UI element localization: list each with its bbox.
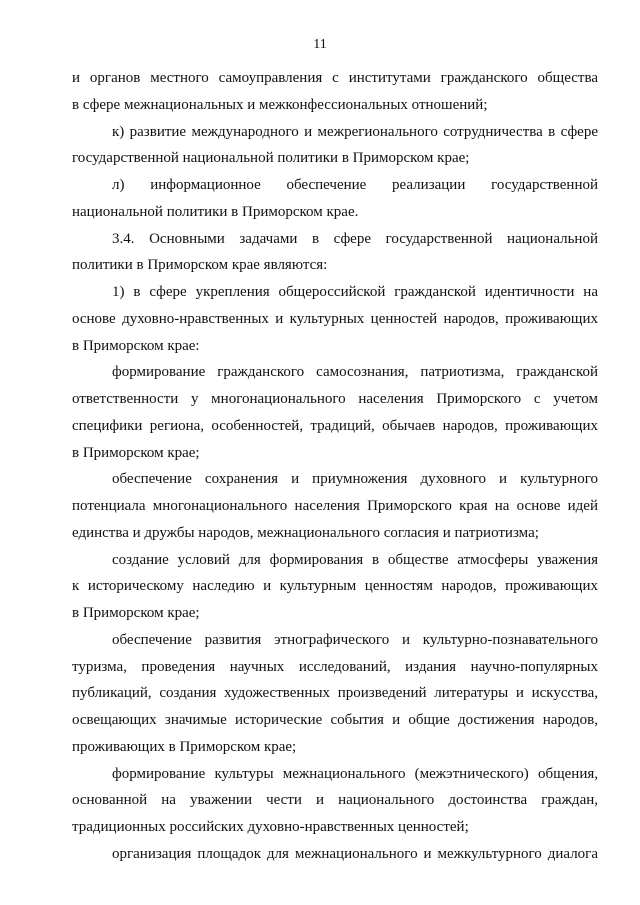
paragraph-cultural-potential <box>72 466 598 546</box>
text-line: и органов местного самоуправления с институтами гражданского общества <box>72 70 598 86</box>
text-line: л) информационное обеспечение реализации государственной <box>112 177 598 193</box>
text-line: основанной на уважении чести и национального достоинства граждан, <box>72 792 598 809</box>
text-line: освещающих значимые исторические события и общие достижения народов, <box>72 712 598 728</box>
paragraph-item-k <box>72 119 598 173</box>
text-line: 1) в сфере укрепления общероссийской гражданской идентичности на <box>112 284 598 300</box>
text-line: потенциала многонационального населения Приморского края на основе идей <box>72 498 598 514</box>
text-line: к историческому наследию и культурным ценностям народов, проживающих <box>72 578 598 595</box>
text-line: формирование гражданского самосознания, патриотизма, гражданской <box>112 364 598 381</box>
paragraph-heritage-respect <box>72 547 598 627</box>
paragraph-civic-identity <box>72 359 598 466</box>
text-line: проживающих в Приморском крае; <box>72 738 297 755</box>
text-line: обеспечение развития этнографического и культурно-познавательного <box>112 631 598 648</box>
text-line: основе духовно-нравственных и культурных ценностей народов, проживающих <box>72 310 598 327</box>
paragraph-item-1 <box>72 279 598 359</box>
text-line: создание условий для формирования в обществе атмосферы уважения <box>112 551 598 568</box>
page-number: 11 <box>313 37 327 52</box>
text-line: традиционных российских духовно-нравственных ценностей; <box>72 819 469 835</box>
paragraph-communication-culture <box>72 761 598 841</box>
paragraph-tourism-research <box>72 627 598 761</box>
text-line: государственной национальной политики в Приморском крае; <box>72 150 470 167</box>
text-line: к) развитие международного и межрегионального сотрудничества в сфере <box>112 123 598 140</box>
text-line: национальной политики в Приморском крае. <box>72 203 359 220</box>
text-line: в Приморском крае: <box>72 337 200 354</box>
text-line: ответственности у многонационального населения Приморского с учетом <box>72 391 598 407</box>
text-line: публикаций, создания художественных произведений литературы и искусства, <box>72 685 598 702</box>
paragraph-section-3-4 <box>72 226 598 280</box>
paragraph-dialogue-platforms <box>72 841 598 868</box>
text-line: в сфере межнациональных и межконфессиональных отношений; <box>72 96 488 113</box>
text-line: в Приморском крае; <box>72 444 200 461</box>
document-body <box>72 65 598 868</box>
text-line: организация площадок для межнационального и межкультурного диалога <box>112 845 598 862</box>
text-line: туризма, проведения научных исследований, издания научно-популярных <box>72 658 598 675</box>
text-line: 3.4. Основными задачами в сфере государственной национальной <box>112 230 598 247</box>
text-line: специфики региона, особенностей, традиций, обычаев народов, проживающих <box>72 417 598 434</box>
text-line: обеспечение сохранения и приумножения духовного и культурного <box>112 471 598 488</box>
text-line: политики в Приморском крае являются: <box>72 257 328 274</box>
paragraph-continuation <box>72 65 598 119</box>
text-line: в Приморском крае; <box>72 605 200 621</box>
text-line: единства и дружбы народов, межнационального согласия и патриотизма; <box>72 524 539 541</box>
paragraph-item-l <box>72 172 598 226</box>
text-line: формирование культуры межнационального (межэтнического) общения, <box>112 765 598 782</box>
